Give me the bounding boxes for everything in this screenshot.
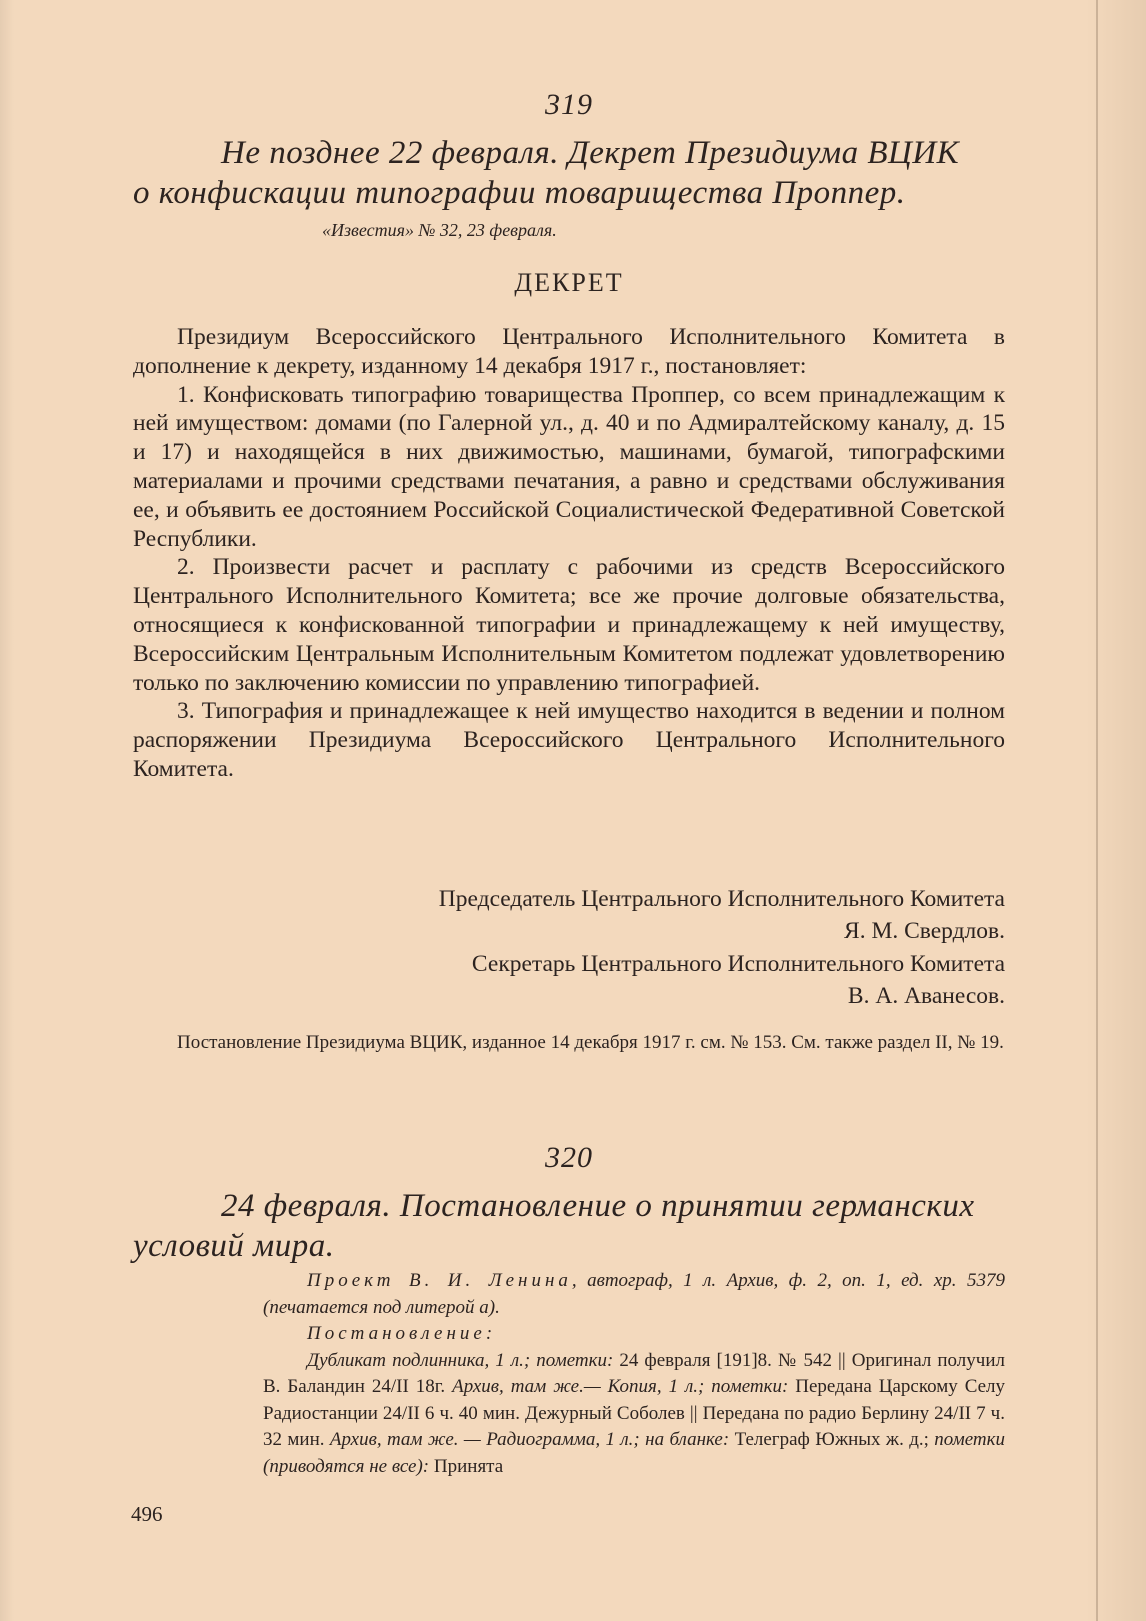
page-binding-edge <box>1096 0 1098 1621</box>
archive-ref-resolution <box>263 1321 1005 1348</box>
archive-ref-project-line2: ф. 2, оп. 1, ед. хр. 5379 (печатается под литерой а). <box>263 1270 1006 1318</box>
source-reference: «Известия» № 32, 23 февраля. <box>322 220 557 240</box>
archive-ref-text-1: 24 февраля [191]8. № 542 || Оригинал получил В. Баландин 24/II 18г. <box>263 1349 1005 1397</box>
archive-ref-italic-2: Архив, там же.— Копия, 1 л.; пометки: <box>452 1376 789 1397</box>
decree-title: ДЕКРЕТ <box>514 268 624 297</box>
archive-references <box>263 1268 1005 1480</box>
document-number-319: 319 <box>545 88 593 121</box>
archive-ref-project-rest: , автограф, 1 л. Архив, <box>571 1270 779 1291</box>
archive-ref-italic-3: Архив, там же. — Радиограмма, 1 л.; на бланке: <box>329 1429 730 1450</box>
heading-line-2: условий мира. <box>133 1228 335 1264</box>
heading-line-1: Не позднее 22 февраля. Декрет Президиума ВЦИК <box>221 135 960 171</box>
page-number: 496 <box>131 1502 163 1526</box>
signature-secretary <box>133 948 1005 1012</box>
decree-item-2: 2. Произвести расчет и расплату с рабочими из средств Всероссийского Центрального Исполнительного Комитета; все же прочие долговые обязательства, относящиеся к конфискованной типографии и принадлежащему к ней имуществу, Всероссийским Центральным Исполнительным Комитетом подлежат удовлетворению только по заключению комиссии по управлению типографией. <box>133 554 1005 696</box>
document-number-320: 320 <box>545 1141 593 1174</box>
signature-chairman <box>133 883 1005 947</box>
archive-ref-text-4: Принята <box>429 1455 504 1477</box>
archive-ref-italic-1: Дубликат подлинника, 1 л.; пометки: <box>307 1349 614 1371</box>
archive-ref-copies <box>263 1348 1005 1481</box>
signature-chairman-title: Председатель Центрального Исполнительного Комитета <box>438 886 1005 912</box>
decree-intro: Президиум Всероссийского Центрального Исполнительного Комитета в дополнение к декрету, изданному 14 декабря 1917 г., постановляет: <box>133 324 1005 379</box>
signature-secretary-title: Секретарь Центрального Исполнительного Комитета <box>471 951 1005 977</box>
archive-ref-italic-4: пометки (приводятся не все): <box>263 1429 1005 1477</box>
heading-line-1: 24 февраля. Постановление о принятии германских <box>221 1188 975 1224</box>
signature-secretary-name: В. А. Аванесов. <box>847 983 1005 1009</box>
archive-ref-resolution-label: Постановление: <box>307 1323 497 1344</box>
signature-chairman-name: Я. М. Свердлов. <box>844 918 1005 944</box>
document-319-heading <box>133 133 1005 213</box>
editorial-note <box>133 1029 1005 1056</box>
archive-ref-project <box>263 1268 1005 1321</box>
decree-body <box>133 323 1005 784</box>
archive-ref-text-3: Телеграф Южных ж. д.; <box>729 1429 935 1450</box>
decree-item-1: 1. Конфисковать типографию товарищества Проппер, со всем принадлежащим к ней имуществом: домами (по Галерной ул., д. 40 и по Адмиралтейскому каналу, д. 15 и 17) и находящейся в них движимостью, машинами, бумагой, типографскими материалами и прочими средствами печатания, а равно и средствами обслуживания ее, и объявить ее достоянием Российской Социалистической Федеративной Советской Республики. <box>133 381 1005 552</box>
heading-line-2: о конфискации типографии товарищества Проппер. <box>133 175 906 211</box>
document-320-heading <box>133 1186 1005 1266</box>
archive-ref-text-2: Передана Царскому Селу Радиостанции 24/II 6 ч. 40 мин. Дежурный Соболев || Передана по радио Берлину 24/II 7 ч. 32 мин. <box>263 1376 1006 1450</box>
decree-item-3: 3. Типография и принадлежащее к ней имущество находится в ведении и полном распоряжении Президиума Всероссийского Центрального Исполнительного Комитета. <box>133 698 1005 782</box>
editorial-note-text: Постановление Президиума ВЦИК, изданное 14 декабря 1917 г. см. № 153. См. также раздел II, № 19. <box>177 1032 1004 1053</box>
archive-ref-project-author: Проект В. И. Ленина <box>307 1270 572 1291</box>
